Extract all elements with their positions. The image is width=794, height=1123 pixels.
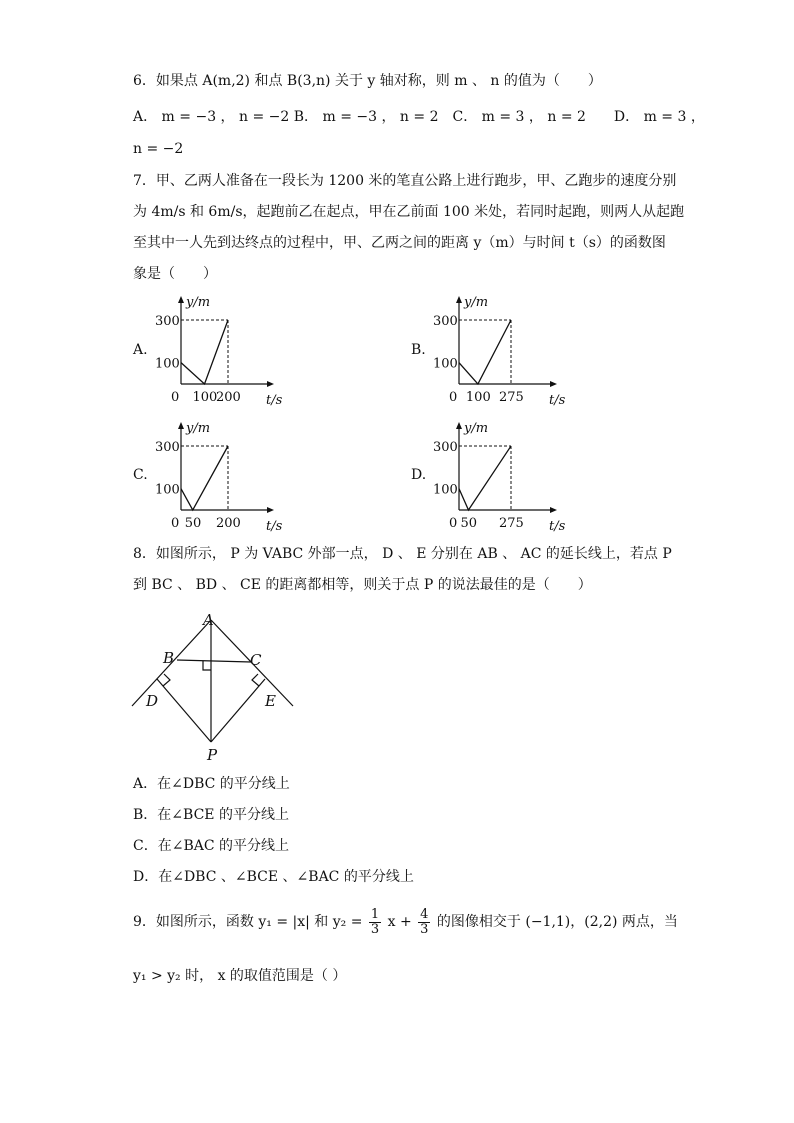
- q7-stem-line1: 7．甲、乙两人准备在一段长为 1200 米的笔直公路上进行跑步，甲、乙跑步的速度分别: [133, 173, 677, 189]
- origin-label: 0: [171, 516, 180, 531]
- x-tick-label: 275: [499, 390, 524, 405]
- y-axis-arrow: [178, 422, 184, 429]
- q9-fraction-one-third: $\frac{1}{3}$: [370, 906, 380, 937]
- distance-line: [459, 446, 511, 510]
- y-tick-label: 100: [433, 356, 458, 372]
- x-axis-title: t/s: [266, 519, 283, 534]
- q8-stem-line2: 到 BC 、 BD 、 CE 的距离都相等，则关于点 P 的说法最佳的是（ ）: [133, 577, 592, 593]
- q7-option-a-label: A.: [133, 342, 148, 358]
- q8-option-a: A．在∠DBC 的平分线上: [133, 776, 290, 792]
- q7-stem-line4: 象是（ ）: [133, 266, 217, 282]
- y-axis-title: y/m: [186, 295, 211, 310]
- origin-label: 0: [171, 390, 180, 405]
- x-tick-label: 50: [460, 516, 478, 531]
- x-tick-label: 275: [499, 516, 524, 531]
- q7-graph-a: [150, 292, 283, 410]
- q7-stem-line2: 为 4m/s 和 6m/s，起跑前乙在起点，甲在乙前面 100 米处，若同时起跑，则两人从起跑: [133, 204, 685, 220]
- segment-bc: [177, 660, 251, 662]
- q7-option-b-label: B.: [411, 342, 426, 358]
- x-axis-title: t/s: [549, 393, 566, 408]
- q9-text-b: 的图像相交于 (−1,1)，(2,2) 两点，当: [432, 914, 678, 930]
- x-axis-title: t/s: [266, 393, 283, 408]
- x-axis-arrow: [267, 381, 274, 387]
- y-tick-label: 300: [433, 314, 458, 329]
- q8-option-b: B．在∠BCE 的平分线上: [133, 807, 289, 823]
- distance-line: [181, 446, 228, 510]
- q6-options-cont: n = −2: [133, 141, 184, 157]
- y-axis-title: y/m: [186, 421, 211, 436]
- label-d: D: [146, 692, 159, 710]
- x-tick-label: 200: [216, 516, 241, 531]
- distance-line: [459, 320, 511, 384]
- q7-option-c-label: C.: [133, 467, 148, 483]
- q8-figure: [130, 612, 300, 764]
- x-tick-label: 200: [216, 390, 241, 405]
- x-axis-title: t/s: [549, 519, 566, 534]
- y-tick-label: 100: [155, 482, 180, 498]
- right-angle-mark-bc: [203, 661, 211, 670]
- y-tick-label: 300: [155, 440, 180, 455]
- q8-stem-line1: 8．如图所示， P 为 VABC 外部一点， D 、 E 分别在 AB 、 AC 的延长线上，若点 P: [133, 546, 672, 562]
- y-axis-arrow: [456, 422, 462, 429]
- q7-graph-d: [428, 418, 566, 536]
- origin-label: 0: [449, 390, 458, 405]
- segment-pd: [157, 679, 211, 742]
- q9-text-a: 9．如图所示，函数 y₁ = |x| 和 y₂ =: [133, 914, 367, 930]
- q8-option-d: D．在∠DBC 、∠BCE 、∠BAC 的平分线上: [133, 869, 414, 885]
- y-tick-label: 300: [433, 440, 458, 455]
- q9-fraction-four-thirds: $\frac{4}{3}$: [420, 906, 429, 937]
- y-axis-arrow: [178, 296, 184, 303]
- q8-option-c: C．在∠BAC 的平分线上: [133, 838, 290, 854]
- q9-stem-line1: [133, 905, 678, 939]
- right-angle-mark-d: [163, 674, 170, 686]
- q6-stem: 6．如果点 A(m,2) 和点 B(3,n) 关于 y 轴对称，则 m 、 n 的值为（ ）: [133, 73, 602, 89]
- q7-graph-b: [428, 292, 566, 410]
- q7-option-d-label: D.: [411, 467, 427, 483]
- x-axis-arrow: [550, 381, 557, 387]
- label-c: C: [250, 651, 262, 669]
- label-a: A: [203, 611, 214, 629]
- q9-text-mid: x +: [383, 914, 417, 930]
- right-angle-mark-e: [252, 674, 259, 686]
- q7-stem-line3: 至其中一人先到达终点的过程中，甲、乙两之间的距离 y（m）与时间 t（s）的函数图: [133, 235, 666, 251]
- y-axis-title: y/m: [464, 295, 489, 310]
- x-axis-arrow: [550, 507, 557, 513]
- x-axis-arrow: [267, 507, 274, 513]
- x-tick-label: 100: [192, 390, 218, 405]
- label-e: E: [265, 692, 276, 710]
- label-b: B: [163, 649, 175, 667]
- x-tick-label: 50: [184, 516, 202, 531]
- distance-line: [181, 320, 228, 384]
- segment-pe: [211, 679, 265, 742]
- y-tick-label: 300: [155, 314, 180, 329]
- y-axis-arrow: [456, 296, 462, 303]
- q6-options: A． m = −3 ， n = −2 B． m = −3 ， n = 2 C． m = 3 ， n = 2 D． m = 3 ，: [133, 109, 705, 125]
- origin-label: 0: [449, 516, 458, 531]
- x-tick-label: 100: [465, 390, 491, 405]
- y-tick-label: 100: [433, 482, 458, 498]
- q7-graph-c: [150, 418, 283, 536]
- q9-stem-line2: y₁ > y₂ 时， x 的取值范围是（ ）: [133, 968, 347, 984]
- y-tick-label: 100: [155, 356, 180, 372]
- y-axis-title: y/m: [464, 421, 489, 436]
- label-p: P: [207, 746, 218, 764]
